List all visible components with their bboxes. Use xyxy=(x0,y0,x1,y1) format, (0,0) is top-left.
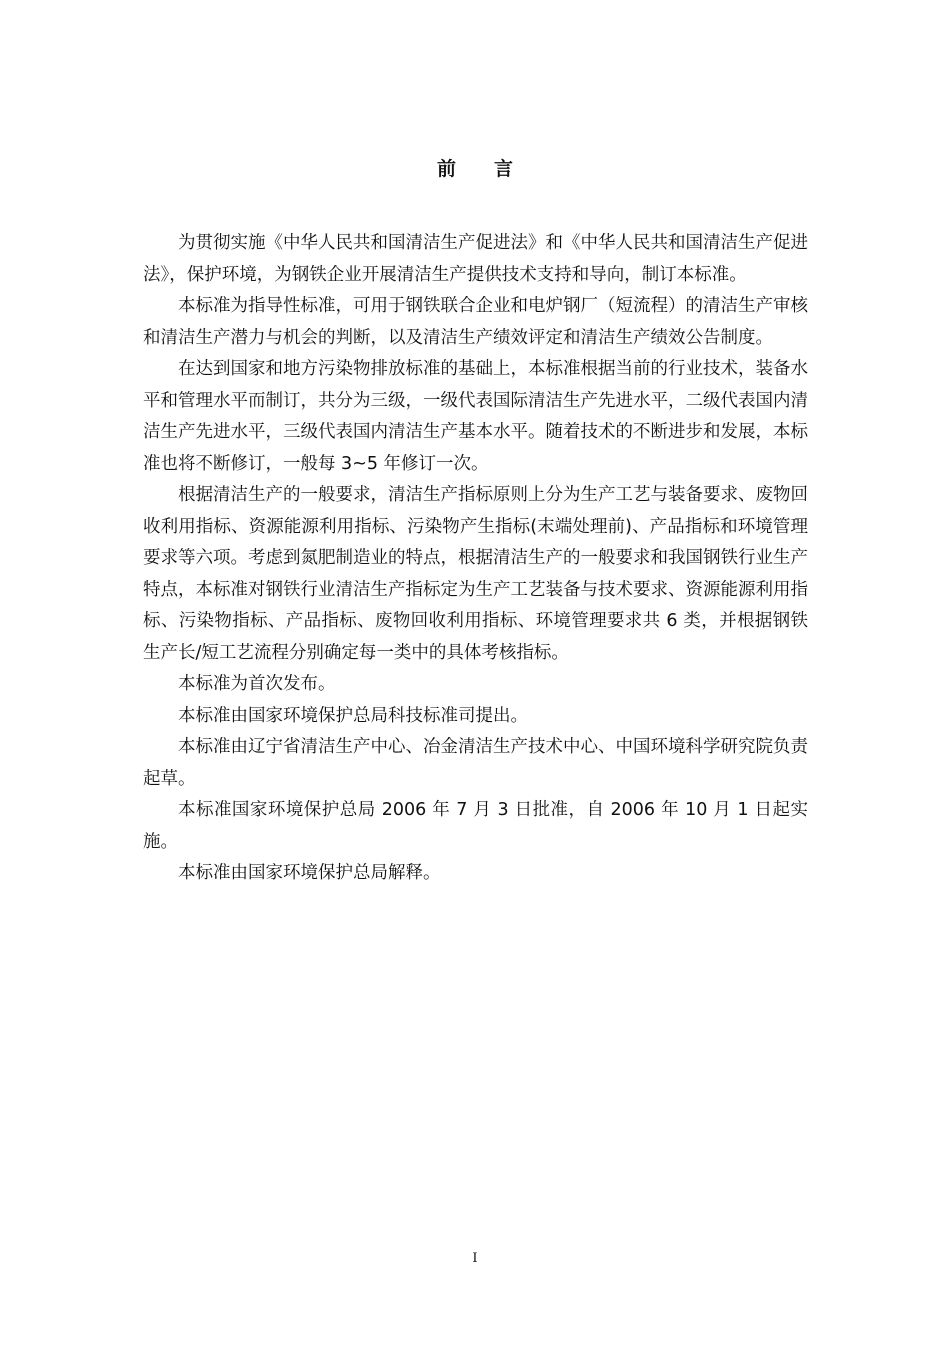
paragraph-purpose: 为贯彻实施《中华人民共和国清洁生产促进法》和《中华人民共和国清洁生产促进法》，保护环境，为钢铁企业开展清洁生产提供技术支持和导向，制订本标准。 xyxy=(143,233,808,285)
paragraph-drafters: 本标准由辽宁省清洁生产中心、冶金清洁生产技术中心、中国环境科学研究院负责起草。 xyxy=(143,737,808,789)
page-title: 前 言 xyxy=(436,158,513,180)
paragraph-proposer: 本标准由国家环境保护总局科技标准司提出。 xyxy=(178,705,528,726)
paragraph-indicators: 根据清洁生产的一般要求，清洁生产指标原则上分为生产工艺与装备要求、废物回收利用指标、资源能源利用指标、污染物产生指标(末端处理前)、产品指标和环境管理要求等六项。考虑到氮肥制造业的特点，根据清洁生产的一般要求和我国钢铁行业生产特点，本标准对钢铁行业清洁生产指标定为生产工艺装备与技术要求、资源能源利用指标、污染物指标、产品指标、废物回收利用指标、环境管理要求共 6 类，并根据钢铁生产长/短工艺流程分别确定每一类中的具体考核指标。 xyxy=(143,485,808,663)
paragraph-approval: 本标准国家环境保护总局 2006 年 7 月 3 日批准，自 2006 年 10 月 1 日起实施。 xyxy=(143,800,808,852)
page-number: I xyxy=(472,1251,478,1266)
paragraph-levels: 在达到国家和地方污染物排放标准的基础上，本标准根据当前的行业技术，装备水平和管理水平而制订，共分为三级，一级代表国际清洁生产先进水平，二级代表国内清洁生产先进水平，三级代表国内清洁生产基本水平。随着技术的不断进步和发展，本标准也将不断修订，一般每 3~5 年修订一次。 xyxy=(143,359,808,474)
paragraph-scope: 本标准为指导性标准，可用于钢铁联合企业和电炉钢厂（短流程）的清洁生产审核和清洁生产潜力与机会的判断，以及清洁生产绩效评定和清洁生产绩效公告制度。 xyxy=(143,296,808,348)
preface-body xyxy=(143,228,808,890)
paragraph-interpretation: 本标准由国家环境保护总局解释。 xyxy=(178,863,441,883)
paragraph-first-release: 本标准为首次发布。 xyxy=(178,674,336,694)
